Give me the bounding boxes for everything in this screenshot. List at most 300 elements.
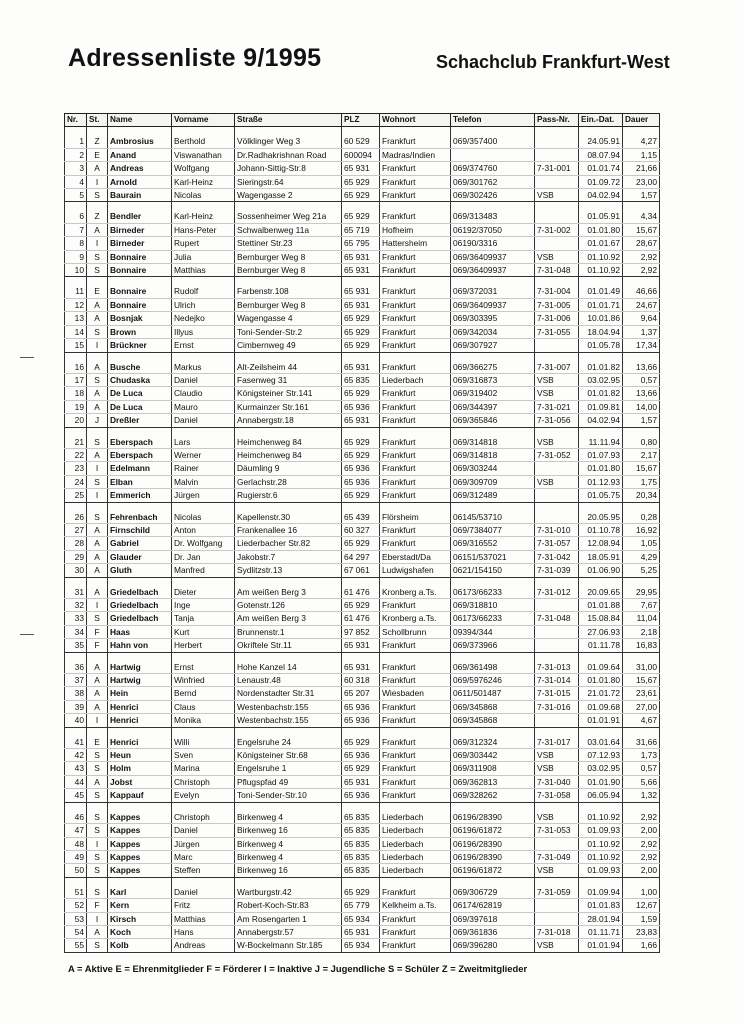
cell-ein-dat: 07.12.93 <box>579 749 623 762</box>
cell-strasse: Wagengasse 2 <box>235 189 342 202</box>
cell-telefon: 069/365846 <box>451 414 535 427</box>
cell-telefon: 06196/28390 <box>451 811 535 824</box>
cell-telefon: 06174/62819 <box>451 899 535 912</box>
cell-strasse: Cimbernweg 49 <box>235 339 342 352</box>
cell-dauer: 31,66 <box>623 736 660 749</box>
cell-status: S <box>87 189 108 202</box>
table-row <box>65 298 660 311</box>
cell-wohnort: Frankfurt <box>380 749 451 762</box>
cell-ein-dat: 01.07.93 <box>579 448 623 461</box>
cell-vorname: Christoph <box>172 775 235 788</box>
cell-status: S <box>87 475 108 488</box>
spacer-cell <box>535 727 579 736</box>
cell-nr: 35 <box>65 639 87 652</box>
cell-name: Holm <box>108 762 172 775</box>
cell-plz: 65 936 <box>342 749 380 762</box>
group-spacer <box>65 727 660 736</box>
spacer-cell <box>579 202 623 211</box>
spacer-cell <box>579 277 623 286</box>
cell-pass-nr: 7-31-048 <box>535 264 579 277</box>
spacer-cell <box>108 427 172 436</box>
cell-strasse: Toni-Sender-Str.2 <box>235 325 342 338</box>
group-spacer <box>65 502 660 511</box>
cell-strasse: Heimchenweg 84 <box>235 448 342 461</box>
cell-wohnort: Flörsheim <box>380 511 451 524</box>
spacer-cell <box>623 127 660 136</box>
cell-vorname: Herbert <box>172 639 235 652</box>
cell-pass-nr: VSB <box>535 749 579 762</box>
cell-strasse: Westenbachstr.155 <box>235 700 342 713</box>
cell-vorname: Winfried <box>172 674 235 687</box>
cell-plz: 65 835 <box>342 850 380 863</box>
cell-telefon: 069/344397 <box>451 400 535 413</box>
cell-name: Brückner <box>108 339 172 352</box>
cell-ein-dat: 18.05.91 <box>579 550 623 563</box>
cell-name: Koch <box>108 925 172 938</box>
cell-strasse: Jakobstr.7 <box>235 550 342 563</box>
table-row <box>65 414 660 427</box>
cell-telefon: 0611/501487 <box>451 687 535 700</box>
table-row <box>65 325 660 338</box>
cell-pass-nr <box>535 837 579 850</box>
cell-status: A <box>87 674 108 687</box>
cell-wohnort: Frankfurt <box>380 250 451 263</box>
cell-vorname: Ernst <box>172 661 235 674</box>
cell-nr: 54 <box>65 925 87 938</box>
cell-dauer: 1,57 <box>623 189 660 202</box>
cell-nr: 49 <box>65 850 87 863</box>
spacer-cell <box>451 502 535 511</box>
cell-telefon: 069/7384077 <box>451 523 535 536</box>
spacer-cell <box>108 502 172 511</box>
cell-plz: 67 061 <box>342 564 380 577</box>
cell-status: A <box>87 162 108 175</box>
cell-nr: 45 <box>65 789 87 802</box>
cell-wohnort: Frankfurt <box>380 939 451 952</box>
table-row <box>65 811 660 824</box>
spacer-cell <box>342 802 380 811</box>
cell-strasse: Däumling 9 <box>235 462 342 475</box>
table-row <box>65 564 660 577</box>
cell-vorname: Dieter <box>172 586 235 599</box>
spacer-cell <box>172 352 235 361</box>
cell-plz: 65 931 <box>342 285 380 298</box>
cell-nr: 2 <box>65 148 87 161</box>
spacer-cell <box>380 502 451 511</box>
cell-dauer: 2,17 <box>623 448 660 461</box>
cell-nr: 37 <box>65 674 87 687</box>
cell-nr: 36 <box>65 661 87 674</box>
table-row <box>65 899 660 912</box>
cell-ein-dat: 01.10.92 <box>579 811 623 824</box>
cell-status: S <box>87 373 108 386</box>
col-header-pass-nr: Pass-Nr. <box>535 114 579 127</box>
cell-nr: 13 <box>65 312 87 325</box>
cell-wohnort: Liederbach <box>380 373 451 386</box>
table-row <box>65 250 660 263</box>
spacer-cell <box>235 202 342 211</box>
table-body <box>65 127 660 952</box>
cell-pass-nr: VSB <box>535 387 579 400</box>
cell-name: Hartwig <box>108 661 172 674</box>
cell-vorname: Rainer <box>172 462 235 475</box>
cell-ein-dat: 28.01.94 <box>579 912 623 925</box>
cell-pass-nr: 7-31-006 <box>535 312 579 325</box>
cell-vorname: Manfred <box>172 564 235 577</box>
cell-nr: 14 <box>65 325 87 338</box>
spacer-cell <box>342 877 380 886</box>
cell-strasse: Pflugspfad 49 <box>235 775 342 788</box>
cell-status: A <box>87 448 108 461</box>
cell-ein-dat: 11.11.94 <box>579 436 623 449</box>
cell-nr: 47 <box>65 824 87 837</box>
cell-vorname: Malvin <box>172 475 235 488</box>
spacer-cell <box>623 502 660 511</box>
cell-ein-dat: 01.09.68 <box>579 700 623 713</box>
cell-plz: 65 929 <box>342 489 380 502</box>
cell-ein-dat: 01.01.83 <box>579 899 623 912</box>
cell-wohnort: Frankfurt <box>380 162 451 175</box>
cell-telefon: 069/397618 <box>451 912 535 925</box>
cell-name: Ambrosius <box>108 135 172 148</box>
cell-pass-nr: 7-31-059 <box>535 886 579 899</box>
cell-name: Bonnaire <box>108 285 172 298</box>
cell-vorname: Hans-Peter <box>172 223 235 236</box>
spacer-cell <box>108 877 172 886</box>
cell-vorname: Karl-Heinz <box>172 175 235 188</box>
spacer-cell <box>535 202 579 211</box>
cell-vorname: Karl-Heinz <box>172 210 235 223</box>
spacer-cell <box>172 802 235 811</box>
cell-nr: 28 <box>65 537 87 550</box>
cell-nr: 7 <box>65 223 87 236</box>
cell-pass-nr: VSB <box>535 762 579 775</box>
cell-strasse: Lenaustr.48 <box>235 674 342 687</box>
cell-vorname: Viswanathan <box>172 148 235 161</box>
cell-dauer: 2,00 <box>623 864 660 877</box>
cell-ein-dat: 20.05.95 <box>579 511 623 524</box>
cell-strasse: Sydlitzstr.13 <box>235 564 342 577</box>
cell-strasse: Birkenweg 4 <box>235 811 342 824</box>
cell-ein-dat: 01.05.91 <box>579 210 623 223</box>
cell-strasse: Farbenstr.108 <box>235 285 342 298</box>
cell-status: J <box>87 414 108 427</box>
cell-dauer: 1,32 <box>623 789 660 802</box>
cell-strasse: Brunnenstr.1 <box>235 625 342 638</box>
cell-name: Firnschild <box>108 523 172 536</box>
cell-plz: 61 476 <box>342 612 380 625</box>
cell-ein-dat: 04.02.94 <box>579 189 623 202</box>
cell-plz: 65 936 <box>342 462 380 475</box>
col-header-name: Name <box>108 114 172 127</box>
cell-vorname: Mauro <box>172 400 235 413</box>
cell-ein-dat: 01.09.72 <box>579 175 623 188</box>
cell-name: De Luca <box>108 400 172 413</box>
cell-telefon: 069/316552 <box>451 537 535 550</box>
cell-vorname: Nicolas <box>172 189 235 202</box>
spacer-cell <box>65 877 87 886</box>
table-row <box>65 586 660 599</box>
cell-dauer: 4,27 <box>623 135 660 148</box>
cell-status: F <box>87 899 108 912</box>
spacer-cell <box>65 652 87 661</box>
table-row <box>65 511 660 524</box>
cell-telefon: 069/312489 <box>451 489 535 502</box>
cell-dauer: 0,57 <box>623 373 660 386</box>
cell-dauer: 27,00 <box>623 700 660 713</box>
cell-dauer: 23,61 <box>623 687 660 700</box>
cell-strasse: Frankenallee 16 <box>235 523 342 536</box>
cell-nr: 51 <box>65 886 87 899</box>
group-spacer <box>65 127 660 136</box>
cell-wohnort: Eberstadt/Da <box>380 550 451 563</box>
cell-nr: 17 <box>65 373 87 386</box>
cell-vorname: Anton <box>172 523 235 536</box>
cell-nr: 52 <box>65 899 87 912</box>
cell-dauer: 2,92 <box>623 850 660 863</box>
cell-telefon: 06151/537021 <box>451 550 535 563</box>
cell-plz: 65 929 <box>342 189 380 202</box>
cell-ein-dat: 01.10.92 <box>579 250 623 263</box>
cell-nr: 39 <box>65 700 87 713</box>
spacer-cell <box>380 277 451 286</box>
cell-name: Fehrenbach <box>108 511 172 524</box>
spacer-cell <box>235 352 342 361</box>
cell-strasse: Kapellenstr.30 <box>235 511 342 524</box>
cell-status: A <box>87 564 108 577</box>
cell-telefon: 06196/61872 <box>451 864 535 877</box>
cell-pass-nr: 7-31-001 <box>535 162 579 175</box>
table-row <box>65 837 660 850</box>
cell-plz: 65 795 <box>342 237 380 250</box>
spacer-cell <box>108 127 172 136</box>
cell-status: A <box>87 387 108 400</box>
cell-ein-dat: 01.01.91 <box>579 714 623 727</box>
spacer-cell <box>535 127 579 136</box>
cell-name: Birneder <box>108 223 172 236</box>
spacer-cell <box>451 577 535 586</box>
cell-status: S <box>87 824 108 837</box>
cell-dauer: 24,67 <box>623 298 660 311</box>
spacer-cell <box>451 277 535 286</box>
cell-pass-nr: VSB <box>535 436 579 449</box>
cell-telefon: 069/312324 <box>451 736 535 749</box>
cell-plz: 65 931 <box>342 639 380 652</box>
cell-plz: 61 476 <box>342 586 380 599</box>
cell-plz: 65 931 <box>342 250 380 263</box>
cell-dauer: 2,18 <box>623 625 660 638</box>
table-row <box>65 537 660 550</box>
spacer-cell <box>87 427 108 436</box>
cell-vorname: Werner <box>172 448 235 461</box>
cell-name: Busche <box>108 361 172 374</box>
cell-nr: 42 <box>65 749 87 762</box>
cell-pass-nr: 7-31-055 <box>535 325 579 338</box>
spacer-cell <box>235 127 342 136</box>
cell-wohnort: Frankfurt <box>380 312 451 325</box>
cell-vorname: Dr. Wolfgang <box>172 537 235 550</box>
cell-nr: 29 <box>65 550 87 563</box>
table-row <box>65 864 660 877</box>
cell-dauer: 7,67 <box>623 599 660 612</box>
spacer-cell <box>87 727 108 736</box>
cell-vorname: Berthold <box>172 135 235 148</box>
cell-strasse: Stettiner Str.23 <box>235 237 342 250</box>
cell-plz: 65 931 <box>342 162 380 175</box>
cell-pass-nr: 7-31-016 <box>535 700 579 713</box>
cell-plz: 65 835 <box>342 837 380 850</box>
spacer-cell <box>579 802 623 811</box>
cell-status: I <box>87 912 108 925</box>
cell-vorname: Fritz <box>172 899 235 912</box>
cell-nr: 5 <box>65 189 87 202</box>
spacer-cell <box>451 727 535 736</box>
spacer-cell <box>623 652 660 661</box>
spacer-cell <box>623 202 660 211</box>
cell-telefon <box>451 148 535 161</box>
spacer-cell <box>623 877 660 886</box>
cell-plz: 65 931 <box>342 661 380 674</box>
cell-plz: 60 529 <box>342 135 380 148</box>
cell-dauer: 0,80 <box>623 436 660 449</box>
cell-vorname: Jürgen <box>172 837 235 850</box>
cell-wohnort: Frankfurt <box>380 436 451 449</box>
cell-name: Henrici <box>108 736 172 749</box>
cell-wohnort: Frankfurt <box>380 135 451 148</box>
cell-telefon: 06173/66233 <box>451 612 535 625</box>
cell-vorname: Matthias <box>172 264 235 277</box>
cell-ein-dat: 01.05.78 <box>579 339 623 352</box>
cell-ein-dat: 20.09.65 <box>579 586 623 599</box>
status-legend: A = Aktive E = Ehrenmitglieder F = Förderer I = Inaktive J = Jugendliche S = Schüler Z = Zweitmitglieder <box>68 963 528 974</box>
cell-plz: 65 929 <box>342 210 380 223</box>
cell-plz: 65 936 <box>342 700 380 713</box>
cell-pass-nr: 7-31-004 <box>535 285 579 298</box>
cell-telefon: 069/374760 <box>451 162 535 175</box>
cell-vorname: Claus <box>172 700 235 713</box>
spacer-cell <box>380 802 451 811</box>
cell-name: Kolb <box>108 939 172 952</box>
spacer-cell <box>108 727 172 736</box>
cell-status: A <box>87 925 108 938</box>
table-row <box>65 625 660 638</box>
spacer-cell <box>623 427 660 436</box>
cell-dauer: 1,59 <box>623 912 660 925</box>
cell-plz: 65 931 <box>342 775 380 788</box>
cell-vorname: Rudolf <box>172 285 235 298</box>
cell-nr: 34 <box>65 625 87 638</box>
group-spacer <box>65 802 660 811</box>
cell-strasse: Birkenweg 16 <box>235 864 342 877</box>
cell-telefon: 069/303442 <box>451 749 535 762</box>
spacer-cell <box>380 877 451 886</box>
spacer-cell <box>380 577 451 586</box>
spacer-cell <box>535 352 579 361</box>
cell-telefon: 069/309709 <box>451 475 535 488</box>
cell-status: S <box>87 762 108 775</box>
cell-strasse: Gotenstr.126 <box>235 599 342 612</box>
table-row <box>65 736 660 749</box>
cell-vorname: Tanja <box>172 612 235 625</box>
cell-name: Glauder <box>108 550 172 563</box>
spacer-cell <box>235 802 342 811</box>
cell-name: Kern <box>108 899 172 912</box>
cell-dauer: 1,15 <box>623 148 660 161</box>
cell-vorname: Evelyn <box>172 789 235 802</box>
cell-telefon: 069/313483 <box>451 210 535 223</box>
cell-name: Griedelbach <box>108 612 172 625</box>
spacer-cell <box>87 502 108 511</box>
member-table <box>64 113 660 953</box>
cell-dauer: 15,67 <box>623 674 660 687</box>
cell-nr: 21 <box>65 436 87 449</box>
cell-nr: 26 <box>65 511 87 524</box>
cell-status: A <box>87 687 108 700</box>
spacer-cell <box>87 577 108 586</box>
cell-telefon: 069/319402 <box>451 387 535 400</box>
spacer-cell <box>65 727 87 736</box>
table-row <box>65 749 660 762</box>
cell-nr: 50 <box>65 864 87 877</box>
cell-nr: 55 <box>65 939 87 952</box>
spacer-cell <box>623 727 660 736</box>
cell-strasse: Birkenweg 4 <box>235 850 342 863</box>
cell-plz: 65 929 <box>342 175 380 188</box>
cell-ein-dat: 06.05.94 <box>579 789 623 802</box>
cell-vorname: Jürgen <box>172 489 235 502</box>
spacer-cell <box>342 277 380 286</box>
cell-wohnort: Frankfurt <box>380 489 451 502</box>
cell-telefon: 06196/28390 <box>451 850 535 863</box>
group-spacer <box>65 277 660 286</box>
cell-plz: 65 835 <box>342 373 380 386</box>
cell-ein-dat: 01.01.74 <box>579 162 623 175</box>
spacer-cell <box>451 352 535 361</box>
cell-strasse: Birkenweg 16 <box>235 824 342 837</box>
cell-status: F <box>87 625 108 638</box>
col-header-dauer: Dauer <box>623 114 660 127</box>
cell-name: Kappes <box>108 824 172 837</box>
cell-name: Hartwig <box>108 674 172 687</box>
table-row <box>65 361 660 374</box>
cell-nr: 12 <box>65 298 87 311</box>
cell-pass-nr: 7-31-042 <box>535 550 579 563</box>
cell-name: Kirsch <box>108 912 172 925</box>
club-name: Schachclub Frankfurt-West <box>436 52 670 72</box>
cell-pass-nr: 7-31-015 <box>535 687 579 700</box>
cell-plz: 65 719 <box>342 223 380 236</box>
table-row <box>65 687 660 700</box>
spacer-cell <box>535 802 579 811</box>
cell-name: Kappes <box>108 850 172 863</box>
cell-plz: 65 931 <box>342 361 380 374</box>
cell-telefon: 069/36409937 <box>451 298 535 311</box>
cell-strasse: Rugierstr.6 <box>235 489 342 502</box>
cell-pass-nr: 7-31-052 <box>535 448 579 461</box>
margin-mark <box>20 634 34 635</box>
table-row <box>65 550 660 563</box>
table-row <box>65 339 660 352</box>
cell-nr: 30 <box>65 564 87 577</box>
cell-name: Griedelbach <box>108 586 172 599</box>
spacer-cell <box>172 652 235 661</box>
spacer-cell <box>451 202 535 211</box>
cell-strasse: Schwalbenweg 11a <box>235 223 342 236</box>
cell-nr: 31 <box>65 586 87 599</box>
spacer-cell <box>172 277 235 286</box>
cell-telefon: 069/303244 <box>451 462 535 475</box>
cell-dauer: 16,83 <box>623 639 660 652</box>
